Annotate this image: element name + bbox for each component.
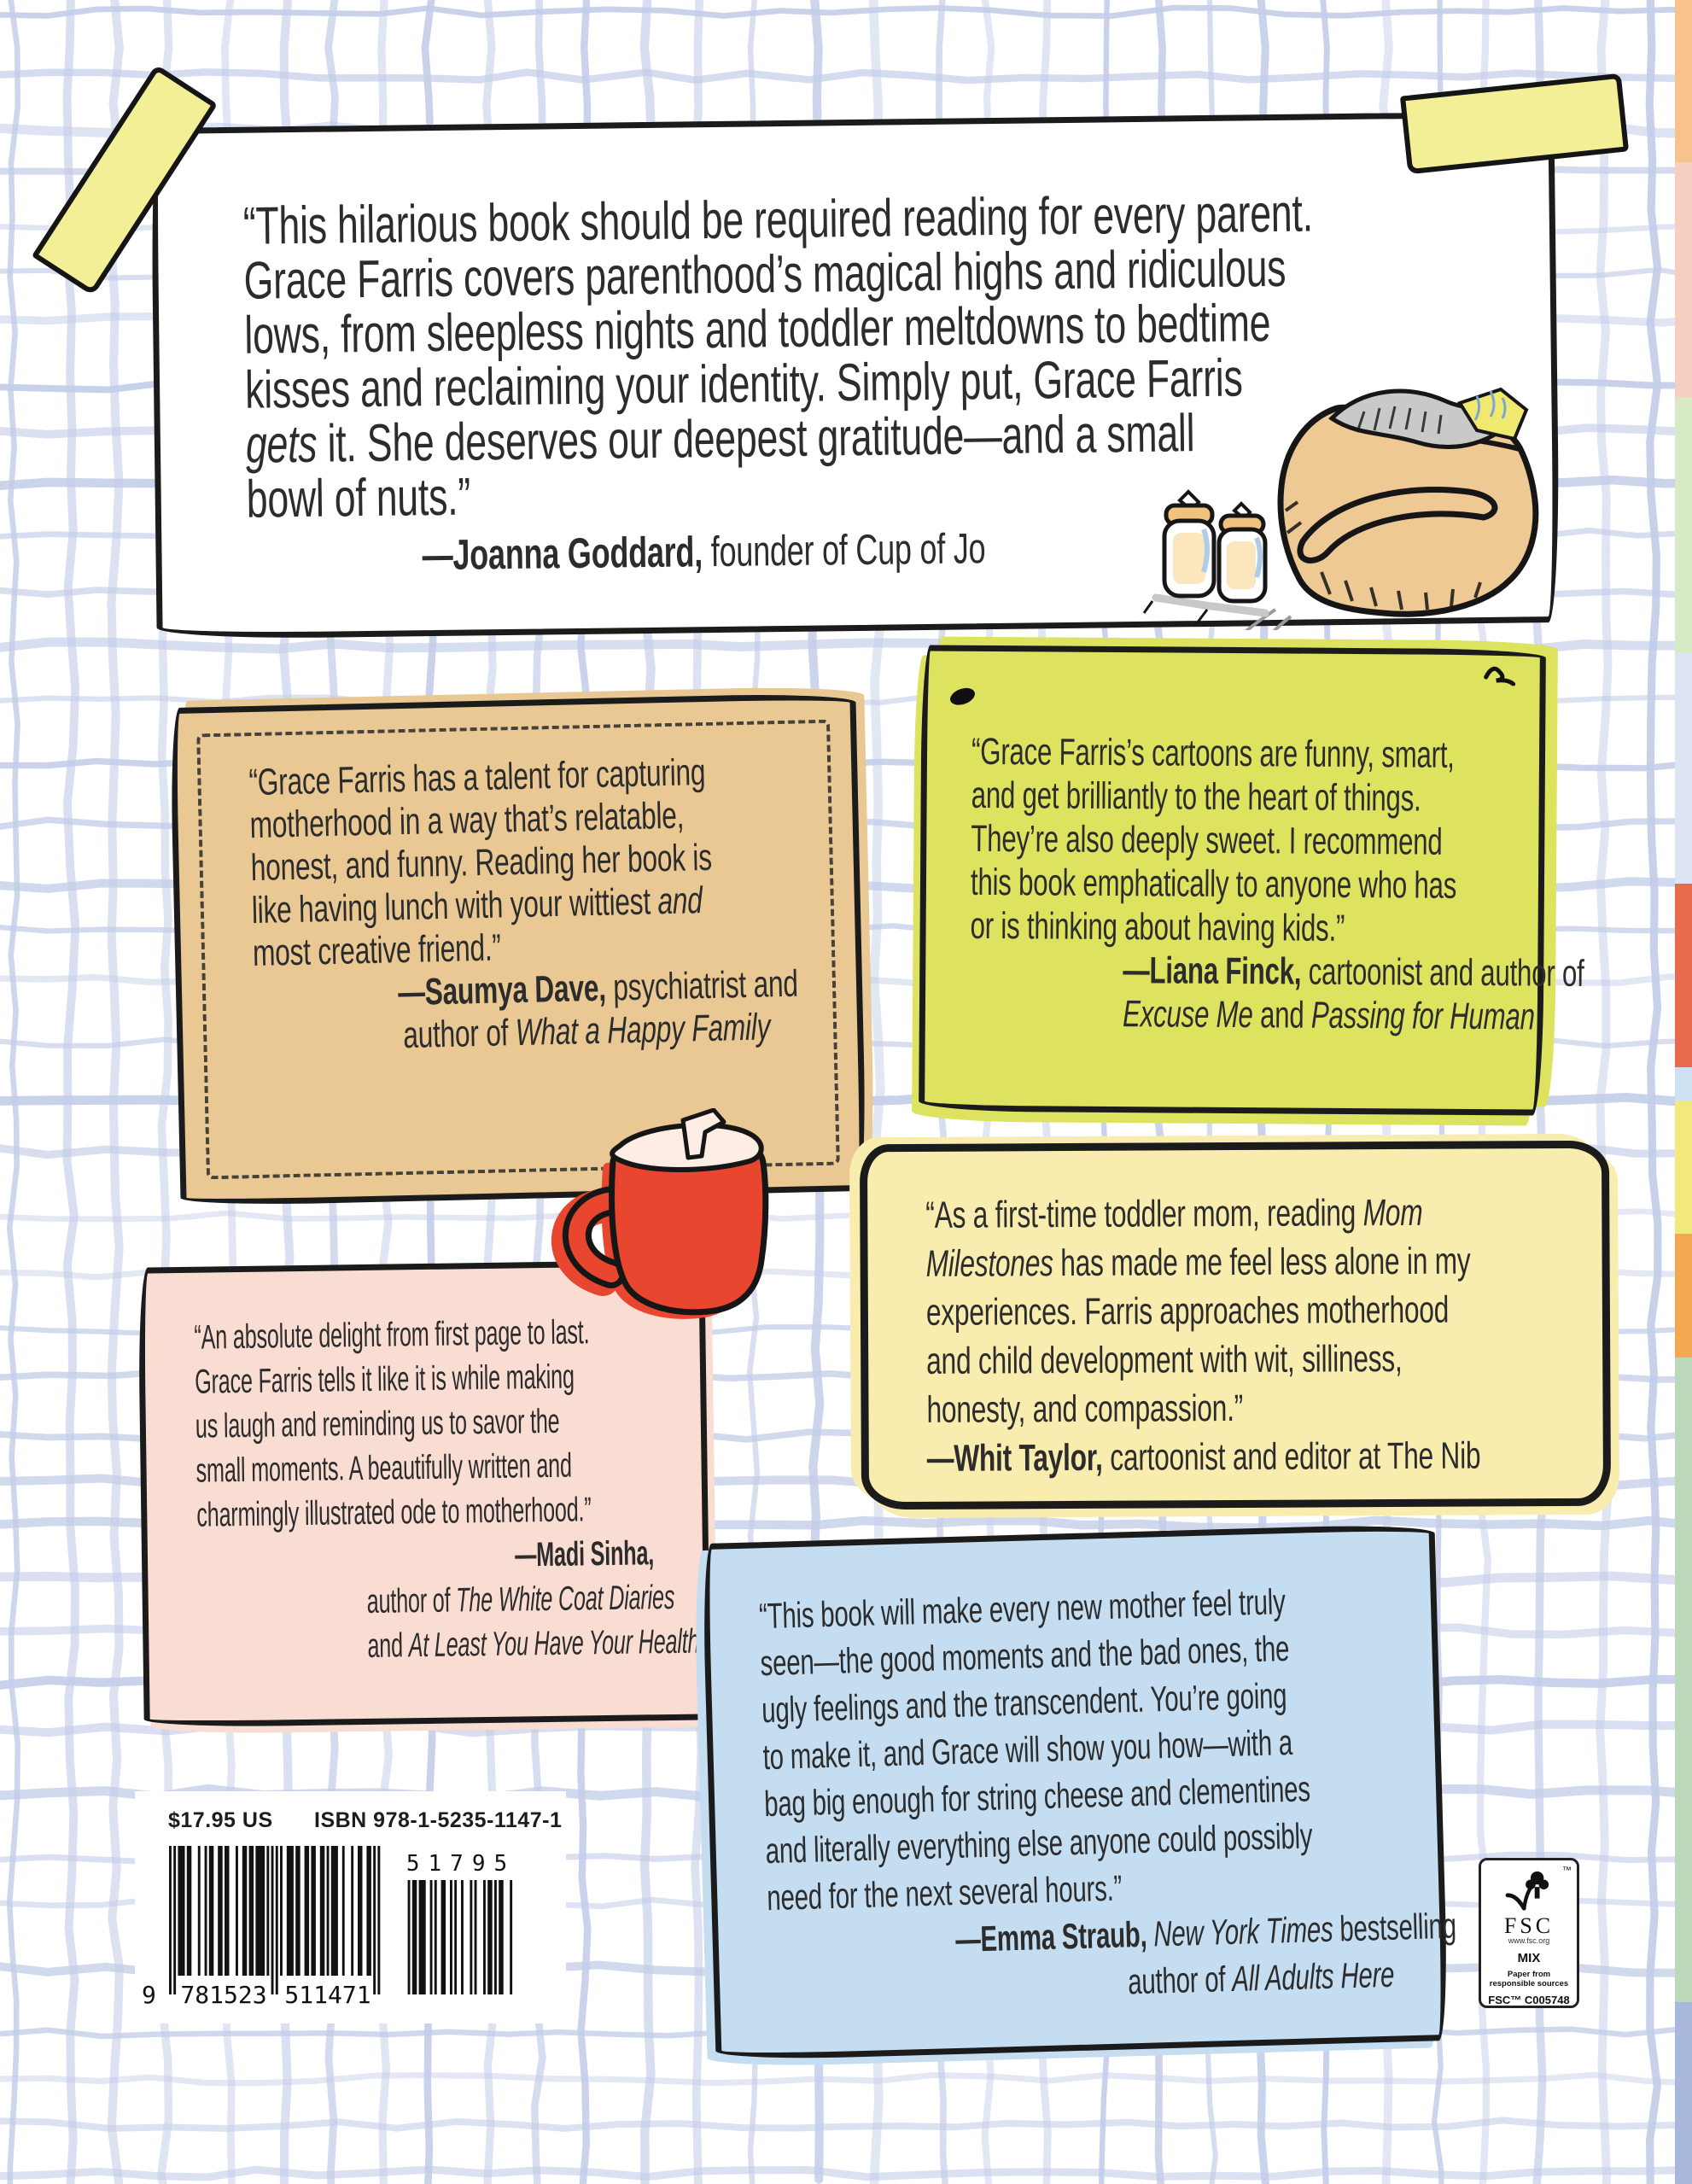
tan-note-text: “Grace Farris has a talent for capturing motherhood in a way that’s relatable, honest, and funny. Reading her book is like having lunch with your wittiest and most creative friend.” —Saumya Dave, psychiatrist and author of What a Happy Family [248,750,799,1057]
page-edge-segment [1675,1067,1692,1101]
page-edge-segment [1675,1234,1692,1358]
fsc-url: www.fsc.org [1508,1936,1550,1945]
barcode-block [135,1791,566,2023]
page-edge-segment [1675,884,1692,1067]
fsc-brand: FSC [1503,1913,1555,1938]
price-label: $17.95 US [168,1808,273,1832]
trademark-symbol: ™ [1562,1866,1572,1876]
fsc-grade: MIX [1517,1951,1541,1965]
yellow-note-text: “As a first-time toddler mom, reading Mom Milestones has made me feel less alone in my experiences. Farris approaches motherhood and child development with wit, silliness, honesty, and compassion.” —Whit Taylor, cartoonist and editor at The Nib [925,1191,1481,1480]
barcode-digits-left: 781523 [180,1981,267,2009]
fsc-tree-check-icon [1502,1867,1556,1912]
note-whit-taylor [860,1141,1611,1510]
red-mug-illustration [546,1108,802,1330]
note-emma-straub [702,1523,1457,2061]
main-quote-text: “This hilarious book should be required reading for every parent. Grace Farris covers parenthood’s magical highs and ridiculous lows, from sleepless nights and toddler meltdowns to bedtime kisses and reclaiming your identity. Simply put, Grace Farris gets it. She deserves our deepest gratitude—and a small bowl of nuts.” [242,184,1314,529]
fsc-description: Paper from responsible sources [1489,1970,1569,1988]
isbn-label: ISBN 978-1-5235-1147-1 [314,1808,563,1832]
pin-squiggle-icon [1481,660,1519,686]
barcode-digit-lead: 9 [142,1981,156,2009]
blue-note-text: “This book will make every new mother feel truly seen—the good moments and the bad ones, the ugly feelings and the transcendent. You’re going to make it, and Grace will show you how—with a bag big enough for string cheese and clementines and literally everything else anyone could possibly need for the next several hours.” —Emma Straub, New York Times bestselling author of All Adults Here [758,1581,1457,2002]
baby-bottles [1144,492,1265,623]
page-edge-segment [1675,397,1692,653]
page-edge-color-strip [1675,0,1692,2184]
page-edge-segment [1675,162,1692,397]
fsc-label [1479,1858,1579,2008]
main-attribution: —Joanna Goddard, founder of Cup of Jo [422,524,986,580]
note-liana-finck [919,645,1584,1115]
pink-note-text: “An absolute delight from first page to last. Grace Farris tells it like it is while making us laugh and reminding us to savor the small moments. A beautifully written and charmingly illustrated ode to motherhood.” —Madi Sinha, author of The White Coat Diaries and At Least You Have Your Health [194,1313,700,1665]
page-edge-segment [1675,0,1692,162]
diaper-bag-illustration [1108,374,1569,630]
page-edge-segment [1675,653,1692,884]
barcode-digits-right: 511471 [284,1981,371,2009]
page-edge-segment [1675,1358,1692,2002]
barcode-addon-digits: 51795 [405,1851,516,1877]
pin-dot-icon [948,685,977,708]
fsc-license-code: FSC™ C005748 [1488,1994,1570,2006]
page-edge-segment [1675,1101,1692,1234]
chartreuse-note-text: “Grace Farris’s cartoons are funny, smart, and get brilliantly to the heart of things. They’re also deeply sweet. I recommend this book emphatically to anyone who has or is thinking about having kids.” —Liana Finck, cartoonist and author of Excuse Me and Passing for Human [970,730,1584,1038]
page-edge-segment [1675,2002,1692,2184]
